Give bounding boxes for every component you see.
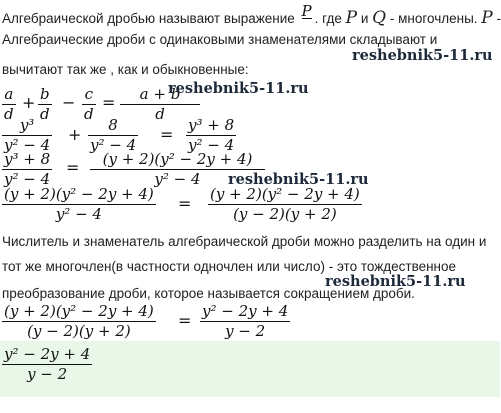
fraction-p-over-q: P [301,1,312,20]
watermark: reshebnik5-11.ru [325,273,466,290]
symbol-p: P [345,8,358,28]
watermark: reshebnik5-11.ru [168,80,309,97]
intro-line-2: Алгебраические дроби с одинаковыми знаменателями складывают и [2,32,438,47]
reduction-line-3: преобразование дроби, которое называется сокращением дроби. [2,286,415,301]
reduction-line-2: тот же многочлен(в частности одночлен или число) - это тождественное [2,259,457,274]
intro-line-3: вычитают так же , как и обыкновенные: [2,62,249,77]
symbol-p-tail: P [481,8,493,28]
reduction-line-1: Числитель и знаменатель алгебраической дроби можно разделить на один и [2,234,487,249]
symbol-q: Q [372,8,387,28]
result-fraction: y² − 2y + 4 y − 2 [4,345,91,383]
intro-text: Алгебраической дробью называют выражение [2,11,295,26]
intro-line-1: Алгебраической дробью называют выражение P . где P и Q - многочлены. P - [2,1,501,28]
watermark: reshebnik5-11.ru [352,47,493,64]
watermark: reshebnik5-11.ru [228,171,369,188]
